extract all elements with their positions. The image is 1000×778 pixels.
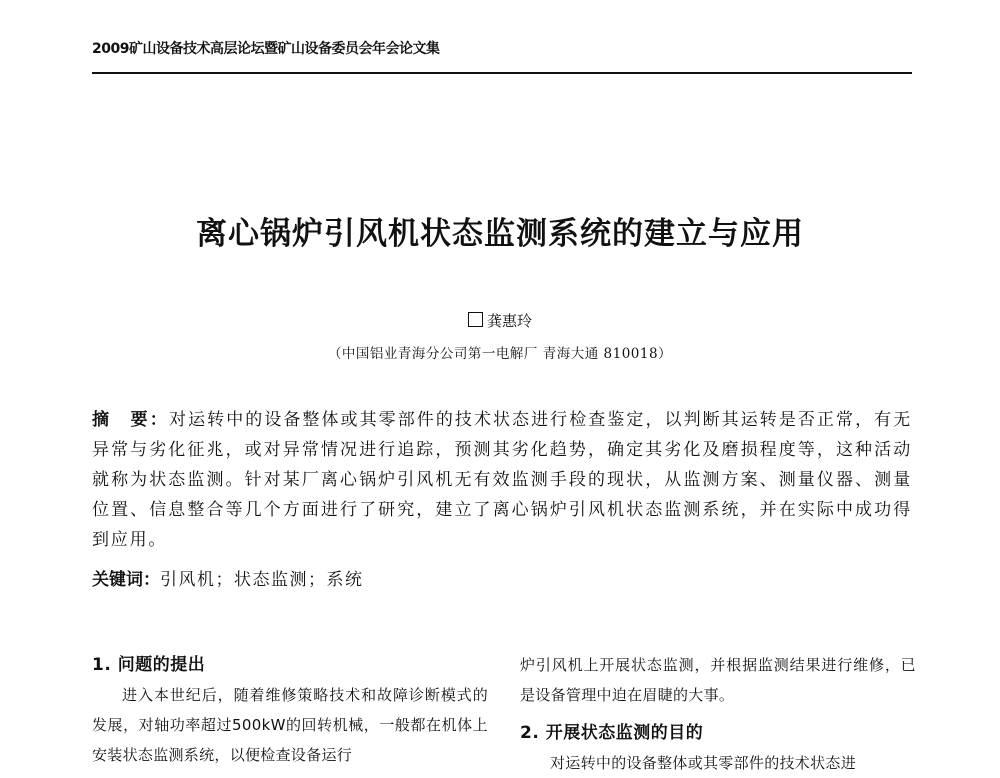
paper-title: 离心锅炉引风机状态监测系统的建立与应用 [196,216,804,252]
author-name: 龚惠玲 [486,312,532,330]
keywords-label: 关键词： [92,570,160,590]
running-header: 2009矿山设备技术高层论坛暨矿山设备委员会年会论文集 [92,41,440,57]
right-column [520,650,916,778]
author-box-icon [468,312,483,327]
abstract [92,405,912,555]
keywords-text: 引风机；状态监测；系统 [160,570,364,590]
section-1-heading: 1. 问题的提出 [92,655,206,675]
keywords [92,565,912,590]
section-2-paragraph: 对运转中的设备整体或其零部件的技术状态进 [550,754,857,772]
right-column-continuation: 炉引风机上开展状态监测，并根据监测结果进行维修，已是设备管理中迫在眉睫的大事。 [520,656,916,704]
left-column [92,650,488,770]
section-2-heading: 2. 开展状态监测的目的 [520,723,704,743]
affiliation: （中国铝业青海分公司第一电解厂 青海大通 810018） [327,346,673,362]
author-line [0,310,1000,331]
abstract-text: 对运转中的设备整体或其零部件的技术状态进行检查鉴定，以判断其运转是否正常，有无异常与劣化征兆，或对异常情况进行追踪，预测其劣化趋势，确定其劣化及磨损程度等，这种活动就称为状态监测。针对某厂离心锅炉引风机无有效监测手段的现状，从监测方案、测量仪器、测量位置、信息整合等几个方面进行了研究，建立了离心锅炉引风机状态监测系统，并在实际中成功得到应用。 [92,410,912,550]
section-1-paragraph: 进入本世纪后，随着维修策略技术和故障诊断模式的发展，对轴功率超过500kW的回转机械，一般都在机体上安装状态监测系统，以便检查设备运行 [92,686,488,764]
header-divider [92,72,912,74]
abstract-label: 摘 要： [92,410,170,430]
